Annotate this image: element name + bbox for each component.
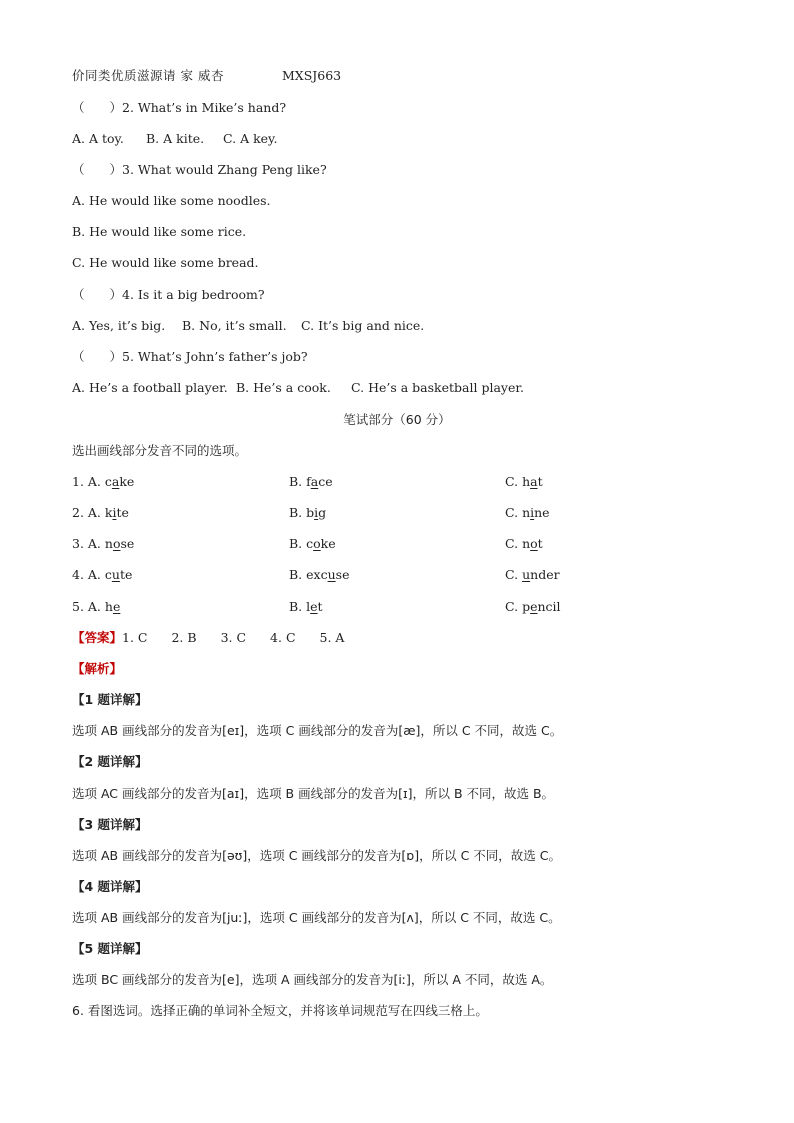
q4-option-b: B. No, it’s small. <box>182 318 287 333</box>
option-text: C. <box>505 567 523 582</box>
q5-option-b: B. He’s a cook. <box>236 380 331 395</box>
underlined-letter: u <box>327 567 336 582</box>
detail-2-title: 【2 题详解】 <box>72 754 148 769</box>
option-text: t <box>537 474 543 489</box>
question-5: （ ）5. What’s John’s father’s job? <box>72 349 308 364</box>
q3-option-a: A. He would like some noodles. <box>72 193 271 208</box>
underlined-letter: e <box>310 599 318 614</box>
option-text: 2. A. k <box>72 505 113 520</box>
question-2: （ ）2. What’s in Mike’s hand? <box>72 100 287 115</box>
option-text: te <box>116 505 129 520</box>
detail-4-text: 选项 AB 画线部分的发音为[juː]，选项 C 画线部分的发音为[ʌ]，所以 C 不同，故选 C。 <box>72 910 561 925</box>
option-text: C. n <box>505 505 531 520</box>
phonics-2-option-c <box>505 504 550 522</box>
option-text: 3. A. n <box>72 536 113 551</box>
option-text: g <box>318 505 327 520</box>
phonics-4-option-a <box>72 566 132 584</box>
detail-3-title: 【3 题详解】 <box>72 817 148 832</box>
option-text: 5. A. h <box>72 599 113 614</box>
option-text: se <box>120 536 135 551</box>
phonics-4-option-c <box>505 566 560 584</box>
phonics-3-option-b <box>289 535 336 553</box>
option-text: B. f <box>289 474 311 489</box>
phonics-1-option-a <box>72 473 134 491</box>
header-watermark: 价同类优质滋源请 家 威杏 <box>72 68 224 83</box>
phonics-5-option-a <box>72 598 120 616</box>
detail-1-title: 【1 题详解】 <box>72 692 148 707</box>
q4-option-c: C. It’s big and nice. <box>301 318 425 333</box>
underlined-letter: e <box>112 599 121 614</box>
phonics-2-option-a <box>72 504 129 522</box>
option-text: B. c <box>289 536 314 551</box>
underlined-letter: a <box>530 474 538 489</box>
q2-option-b: B. A kite. <box>146 131 205 146</box>
detail-1-text: 选项 AB 画线部分的发音为[eɪ]，选项 C 画线部分的发音为[æ]，所以 C 不同，故选 C。 <box>72 723 563 738</box>
phonics-2-option-b <box>289 504 326 522</box>
option-text: C. h <box>505 474 531 489</box>
q2-option-a: A. A toy. <box>72 131 124 146</box>
q5-option-a: A. He’s a football player. <box>72 380 228 395</box>
option-text: nder <box>530 567 560 582</box>
underlined-letter: i <box>112 505 117 520</box>
q4-option-a: A. Yes, it’s big. <box>72 318 166 333</box>
q5-option-c: C. He’s a basketball player. <box>351 380 524 395</box>
underlined-letter: o <box>313 536 321 551</box>
q3-option-b: B. He would like some rice. <box>72 224 247 239</box>
phonics-3-option-a <box>72 535 134 553</box>
phonics-5-option-b <box>289 598 323 616</box>
underlined-letter: u <box>111 567 120 582</box>
answer-item: 2. B <box>171 630 197 645</box>
analysis-label: 【解析】 <box>72 661 123 676</box>
option-text: ke <box>119 474 135 489</box>
option-text: t <box>317 599 323 614</box>
underlined-letter: e <box>530 599 538 614</box>
underlined-letter: a <box>310 474 319 489</box>
option-text: te <box>119 567 133 582</box>
detail-5-text: 选项 BC 画线部分的发音为[e]，选项 A 画线部分的发音为[iː]，所以 A 不同，故选 A。 <box>72 972 553 987</box>
underlined-letter: i <box>530 505 535 520</box>
detail-2-text: 选项 AC 画线部分的发音为[aɪ]，选项 B 画线部分的发音为[ɪ]，所以 B 不同，故选 B。 <box>72 786 555 801</box>
phonics-3-option-c <box>505 535 543 553</box>
underlined-letter: o <box>530 536 538 551</box>
option-text: 1. A. c <box>72 474 112 489</box>
phonics-1-option-c <box>505 473 543 491</box>
detail-4-title: 【4 题详解】 <box>72 879 148 894</box>
answer-item: 5. A <box>319 630 345 645</box>
question-3: （ ）3. What would Zhang Peng like? <box>72 162 327 177</box>
option-text: ce <box>318 474 333 489</box>
underlined-letter: o <box>112 536 121 551</box>
q2-option-c: C. A key. <box>223 131 278 146</box>
answer-label: 【答案】 <box>72 630 123 645</box>
option-text: C. n <box>505 536 531 551</box>
option-text: ncil <box>537 599 561 614</box>
underlined-letter: a <box>111 474 120 489</box>
option-text: 4. A. c <box>72 567 112 582</box>
q3-option-c: C. He would like some bread. <box>72 255 259 270</box>
phonics-1-option-b <box>289 473 333 491</box>
header-code: MXSJ663 <box>282 68 342 83</box>
detail-3-text: 选项 AB 画线部分的发音为[əʊ]，选项 C 画线部分的发音为[ɒ]，所以 C 不同，故选 C。 <box>72 848 561 863</box>
phonics-4-option-b <box>289 566 349 584</box>
phonics-5-option-c <box>505 598 561 616</box>
option-text: C. p <box>505 599 531 614</box>
header-line <box>72 67 342 85</box>
question-4: （ ）4. Is it a big bedroom? <box>72 287 265 302</box>
answer-item: 1. C <box>122 630 148 645</box>
underlined-letter: i <box>314 505 319 520</box>
question-6: 6. 看图选词。选择正确的单词补全短文，并将该单词规范写在四线三格上。 <box>72 1003 488 1018</box>
phonics-instruction: 选出画线部分发音不同的选项。 <box>72 443 248 458</box>
option-text: B. exc <box>289 567 328 582</box>
option-text: B. l <box>289 599 311 614</box>
section-title: 笔试部分（60 分） <box>343 412 451 427</box>
underlined-letter: u <box>522 567 531 582</box>
option-text: se <box>335 567 350 582</box>
option-text: ke <box>320 536 336 551</box>
detail-5-title: 【5 题详解】 <box>72 941 148 956</box>
option-text: t <box>537 536 543 551</box>
answer-item: 4. C <box>270 630 296 645</box>
option-text: B. b <box>289 505 315 520</box>
answer-item: 3. C <box>220 630 247 645</box>
answer-line <box>72 629 368 647</box>
option-text: ne <box>534 505 550 520</box>
